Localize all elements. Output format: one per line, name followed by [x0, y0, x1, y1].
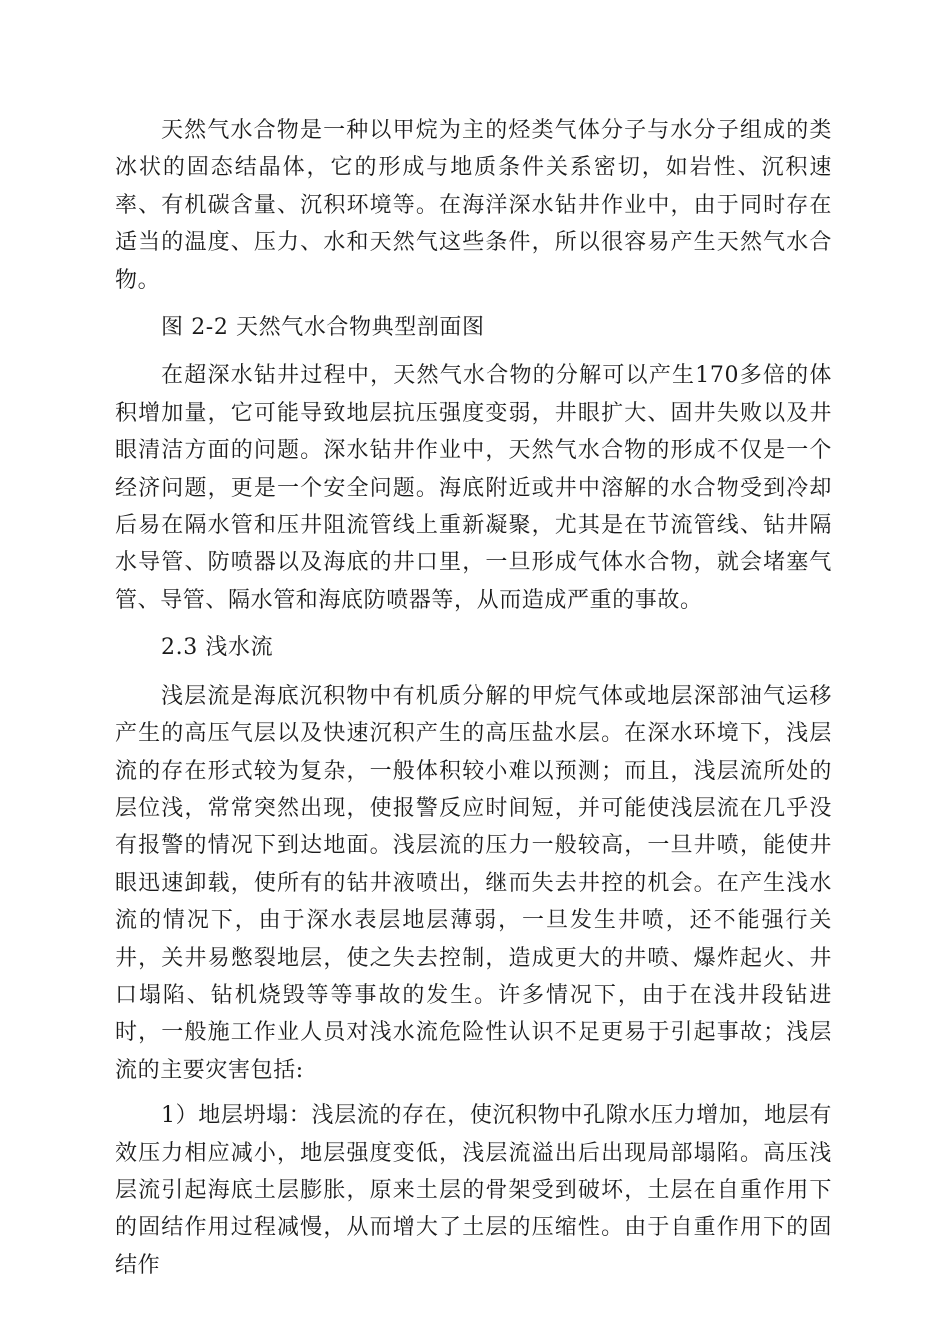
- figure-caption: 图 2-2 天然气水合物典型剖面图: [161, 315, 485, 341]
- paragraph-formation-collapse: 1）地层坍塌：浅层流的存在，使沉积物中孔隙水压力增加，地层有效压力相应减小，地层强度变低，浅层流溢出后出现局部塌陷。高压浅层流引起海底土层膨胀，原来土层的骨架受到破坏，土层在自重作用下的固结作用过程减慢，从而增大了土层的压缩性。由于自重作用下的固结作: [115, 1103, 832, 1278]
- document-body: [115, 112, 832, 1284]
- paragraph-shallow-flow: 浅层流是海底沉积物中有机质分解的甲烷气体或地层深部油气运移产生的高压气层以及快速沉积产生的高压盐水层。在深水环境下，浅层流的存在形式较为复杂，一般体积较小难以预测；而且，浅层流所处的层位浅，常常突然出现，使报警反应时间短，并可能使浅层流在几乎没有报警的情况下到达地面。浅层流的压力一般较高，一旦井喷，能使井眼迅速卸载，使所有的钻井液喷出，继而失去井控的机会。在产生浅水流的情况下，由于深水表层地层薄弱，一旦发生井喷，还不能强行关井，关井易憋裂地层，使之失去控制，造成更大的井喷、爆炸起火、井口塌陷、钻机烧毁等等事故的发生。许多情况下，由于在浅井段钻进时，一般施工作业人员对浅水流危险性认识不足更易于引起事故；浅层流的主要灾害包括:: [115, 683, 832, 1083]
- paragraph-hydrate-hazards: 在超深水钻井过程中，天然气水合物的分解可以产生170多倍的体积增加量，它可能导致地层抗压强度变弱，井眼扩大、固井失败以及井眼清洁方面的问题。深水钻井作业中，天然气水合物的形成不仅是一个经济问题，更是一个安全问题。海底附近或井中溶解的水合物受到冷却后易在隔水管和压井阻流管线上重新凝聚，尤其是在节流管线、钻井隔水导管、防喷器以及海底的井口里，一旦形成气体水合物，就会堵塞气管、导管、隔水管和海底防喷器等，从而造成严重的事故。: [115, 363, 832, 613]
- paragraph-gas-hydrate-definition: 天然气水合物是一种以甲烷为主的烃类气体分子与水分子组成的类冰状的固态结晶体，它的形成与地质条件关系密切，如岩性、沉积速率、有机碳含量、沉积环境等。在海洋深水钻井作业中，由于同时存在适当的温度、压力、水和天然气这些条件，所以很容易产生天然气水合物。: [115, 118, 832, 293]
- section-heading: 2.3 浅水流: [161, 635, 274, 661]
